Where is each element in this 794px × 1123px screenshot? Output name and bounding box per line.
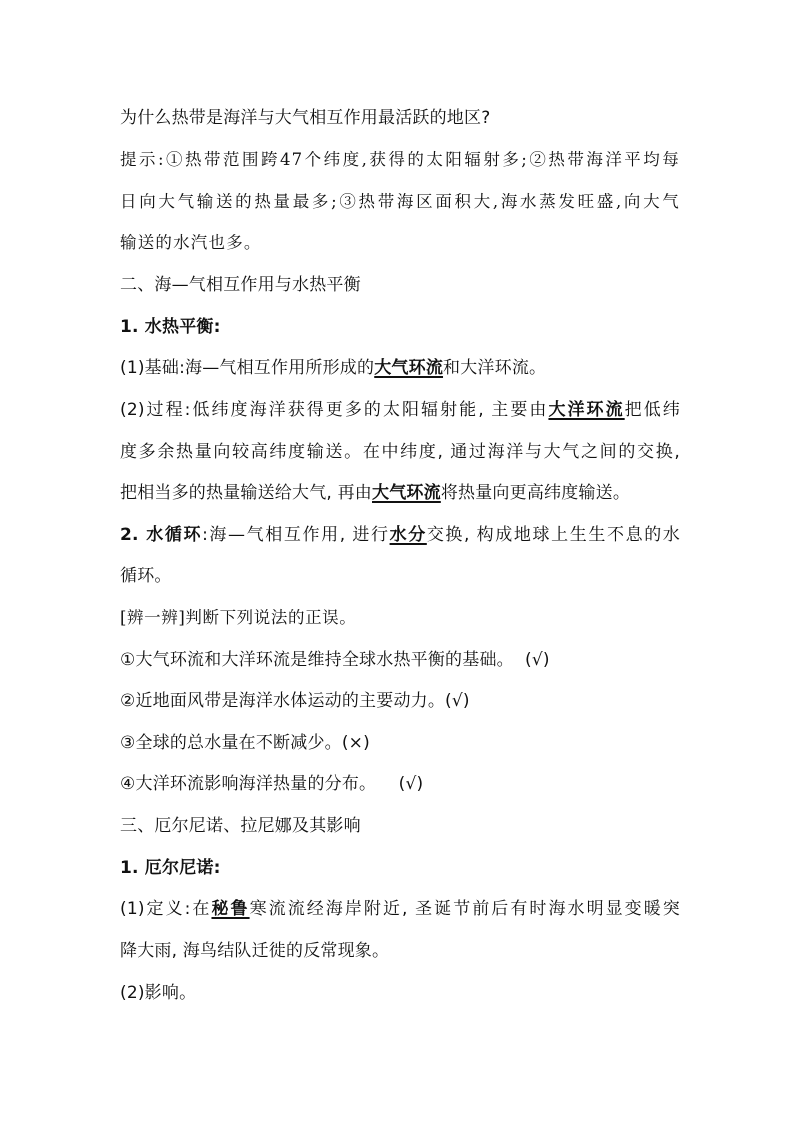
- elnino-heading: 1. 厄尔尼诺:: [120, 858, 221, 878]
- judge-item-2: ②近地面风带是海洋水体运动的主要动力。(√): [120, 691, 470, 711]
- process-l1-suffix: 把低纬: [624, 400, 680, 420]
- hint-line-1: 提示:①热带范围跨47个纬度,获得的太阳辐射多;②热带海洋平均每: [120, 150, 680, 169]
- judge-item-4: ④大洋环流影响海洋热量的分布。 (√): [120, 774, 424, 794]
- basis-prefix: (1)基础:海—气相互作用所形成的: [120, 358, 375, 378]
- hint-line-3: 输送的水汽也多。: [120, 233, 262, 252]
- water-cycle-suffix: 交换, 构成地球上生生不息的水: [426, 525, 681, 545]
- question-text: 为什么热带是海洋与大气相互作用最活跃的地区?: [120, 108, 491, 128]
- elnino-def-line-2: 降大雨, 海鸟结队迁徙的反常现象。: [120, 941, 390, 961]
- judge-item-1: ①大气环流和大洋环流是维持全球水热平衡的基础。 (√): [120, 650, 550, 670]
- judge-title: [辨一辨]判断下列说法的正误。: [120, 608, 357, 627]
- process-l3-answer: 大气环流: [372, 483, 441, 503]
- water-heat-balance-heading: 1. 水热平衡:: [120, 317, 221, 337]
- process-line-3: [120, 481, 680, 505]
- process-l1-answer: 大洋环流: [548, 400, 625, 420]
- process-l1-prefix: (2)过程:低纬度海洋获得更多的太阳辐射能, 主要由: [120, 400, 549, 420]
- elnino-impact: (2)影响。: [120, 983, 197, 1003]
- water-cycle-answer: 水分: [389, 525, 427, 545]
- process-line-1: [120, 398, 680, 422]
- basis-suffix: 和大洋环流。: [443, 358, 547, 378]
- water-cycle-prefix: :海—气相互作用, 进行: [202, 525, 390, 545]
- elnino-def-answer: 秘鲁: [211, 899, 250, 919]
- elnino-def-line-1: [120, 897, 680, 921]
- water-cycle-line-2: 循环。: [120, 566, 172, 586]
- water-cycle-heading: 2. 水循环: [120, 525, 203, 545]
- elnino-def-prefix: (1)定义:在: [120, 899, 212, 919]
- section3-title: 三、厄尔尼诺、拉尼娜及其影响: [120, 816, 361, 836]
- process-l3-suffix: 将热量向更高纬度输送。: [440, 483, 631, 503]
- section2-title: 二、海—气相互作用与水热平衡: [120, 275, 361, 295]
- process-line-2: 度多余热量向较高纬度输送。在中纬度, 通过海洋与大气之间的交换,: [120, 442, 680, 462]
- water-cycle-line-1: [120, 523, 680, 547]
- elnino-def-suffix: 寒流流经海岸附近, 圣诞节前后有时海水明显变暖突: [249, 899, 680, 919]
- basis-line: [120, 356, 680, 380]
- process-l3-prefix: 把相当多的热量输送给大气, 再由: [120, 483, 373, 503]
- basis-answer: 大气环流: [374, 358, 444, 378]
- hint-line-2: 日向大气输送的热量最多;③热带海区面积大,海水蒸发旺盛,向大气: [120, 192, 680, 211]
- judge-item-3: ③全球的总水量在不断减少。(×): [120, 733, 370, 753]
